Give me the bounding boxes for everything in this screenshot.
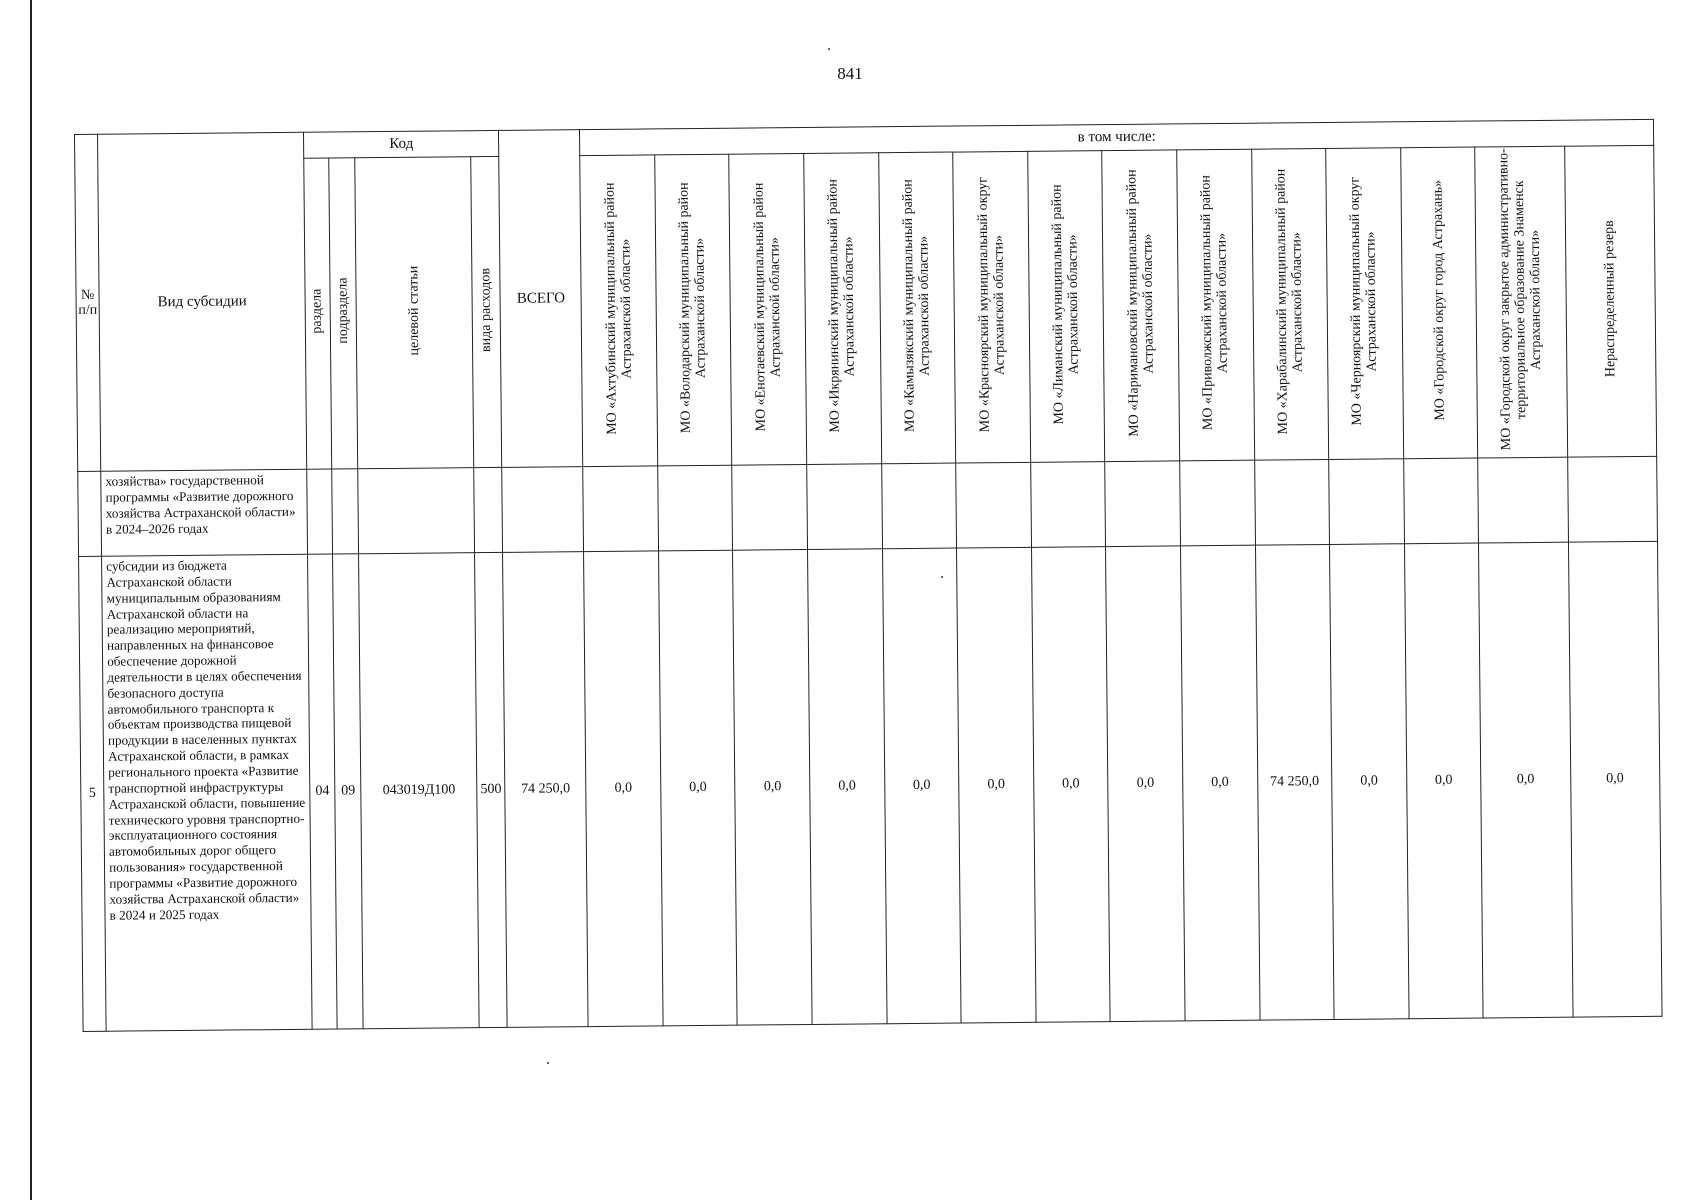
binding-line: [30, 0, 32, 1200]
row-value: [956, 462, 1031, 548]
scan-speck: [547, 1062, 549, 1064]
scan-speck: [941, 576, 943, 578]
row-value: [1403, 458, 1478, 544]
row-podrazdel: 09: [333, 554, 364, 1029]
row-value: 0,0: [1106, 546, 1185, 1022]
header-target-article: целевой статьи: [355, 157, 474, 469]
row-num-cell: 5: [79, 556, 107, 1031]
row-value: 0,0: [1568, 541, 1662, 1017]
row-value: 0,0: [808, 549, 887, 1025]
header-mo-chernoyarsky: МО «Черноярский муниципальный округ Астраханской области»: [1326, 148, 1404, 460]
row-value: 0,0: [584, 551, 663, 1027]
row-vid: [474, 467, 503, 552]
row-num-cell: [78, 471, 102, 556]
row-value: [1478, 457, 1568, 543]
row-value: 0,0: [957, 547, 1036, 1023]
row-razdel: [307, 469, 333, 554]
row-razdel: 04: [308, 554, 338, 1029]
table-row: [78, 456, 1658, 556]
header-mo-kharabalinsky: МО «Харабалинский муниципальный район Астраханской области»: [1251, 148, 1329, 460]
row-value: [1329, 459, 1404, 545]
row-value: 74 250,0: [1255, 544, 1334, 1020]
header-expense-type: вида расходов: [471, 156, 502, 467]
header-mo-krasnoyarsky: МО «Красноярский муниципальный округ Астраханской области»: [953, 151, 1031, 463]
header-mo-limansky: МО «Лиманский муниципальный район Астраханской области»: [1027, 151, 1105, 463]
row-value: 0,0: [1479, 542, 1573, 1018]
row-total: [502, 467, 584, 553]
row-total: 74 250,0: [503, 552, 588, 1028]
subsidy-table: [74, 119, 1663, 1032]
header-mo-ikryaninsky: МО «Икрянинский муниципальный район Астраханской области»: [804, 153, 882, 465]
header-mo-kamyzyaksky: МО «Камызякский муниципальный район Астраханской области»: [878, 152, 956, 464]
row-value: [1567, 456, 1657, 542]
row-description: хозяйства» государственной программы «Развитие дорожного хозяйства Астраханской области» в 2024–2026 годах: [101, 469, 308, 556]
header-mo-enotaevsky: МО «Енотаевский муниципальный район Астраханской области»: [729, 153, 807, 465]
header-subsidy-type: Вид субсидии: [98, 132, 307, 471]
header-podrazdel: подраздела: [329, 158, 358, 469]
row-description: субсидии из бюджета Астраханской области муниципальным образованиям Астраханской области на реализацию мероприятий, направленных на финансовое обеспечение дорожной деятельности в целях обеспечения безопасного доступа автомобильного транспорта к объектам производства пищевой продукции в населенных пунктах Астраханской области, в рамках регионального проекта «Развитие транспортной инфраструктуры Астраханской области, повышение технического уровня транспортно-эксплуатационного состояния автомобильных дорог общего пользования» государственной программы «Развитие дорожного хозяйства Астраханской области» в 2024 и 2025 годах: [102, 554, 312, 1031]
header-mo-volodarsky: МО «Володарский муниципальный район Астраханской области»: [655, 154, 733, 466]
row-value: [732, 464, 807, 550]
row-value: [1180, 460, 1255, 546]
row-value: 0,0: [733, 549, 812, 1025]
row-value: 0,0: [1031, 547, 1110, 1023]
row-value: [1105, 461, 1180, 547]
row-value: 0,0: [658, 550, 737, 1026]
row-target: [358, 468, 474, 554]
table-row: [79, 541, 1662, 1031]
scan-speck: [828, 48, 830, 50]
header-code-group: Код: [304, 130, 500, 158]
row-value: 0,0: [1180, 545, 1259, 1021]
header-total: ВСЕГО: [499, 130, 583, 468]
row-vid: 500: [475, 552, 508, 1027]
row-value: [658, 465, 733, 551]
header-row-num: № п/п: [75, 134, 101, 471]
row-value: [807, 464, 882, 550]
header-mo-narimanovsky: МО «Наримановский муниципальный район Астраханской области»: [1102, 150, 1180, 462]
row-value: [1030, 462, 1105, 548]
header-mo-privolzhsky: МО «Приволжский муниципальный район Астраханской области»: [1177, 149, 1255, 461]
page-number: 841: [837, 64, 863, 83]
row-value: [1254, 459, 1329, 545]
row-value: [881, 463, 956, 549]
header-razdel: раздела: [304, 158, 332, 469]
row-target: 043019Д100: [359, 553, 479, 1029]
row-value: 0,0: [1404, 543, 1483, 1019]
header-including: в том числе:: [580, 119, 1654, 155]
header-mo-astrakhan-city: МО «Городской округ город Астрахань»: [1400, 147, 1478, 459]
header-mo-znamensk: МО «Городской округ закрытое административно-территориальное образование Знаменск Астраханской области»: [1475, 146, 1567, 458]
row-value: 0,0: [882, 548, 961, 1024]
row-value: 0,0: [1330, 544, 1409, 1020]
header-mo-akhtubinsky: МО «Ахтубинский муниципальный район Астраханской области»: [580, 155, 658, 467]
row-podrazdel: [332, 469, 359, 554]
row-value: [583, 466, 658, 552]
header-unallocated-reserve: Нераспределенный резерв: [1564, 145, 1656, 457]
